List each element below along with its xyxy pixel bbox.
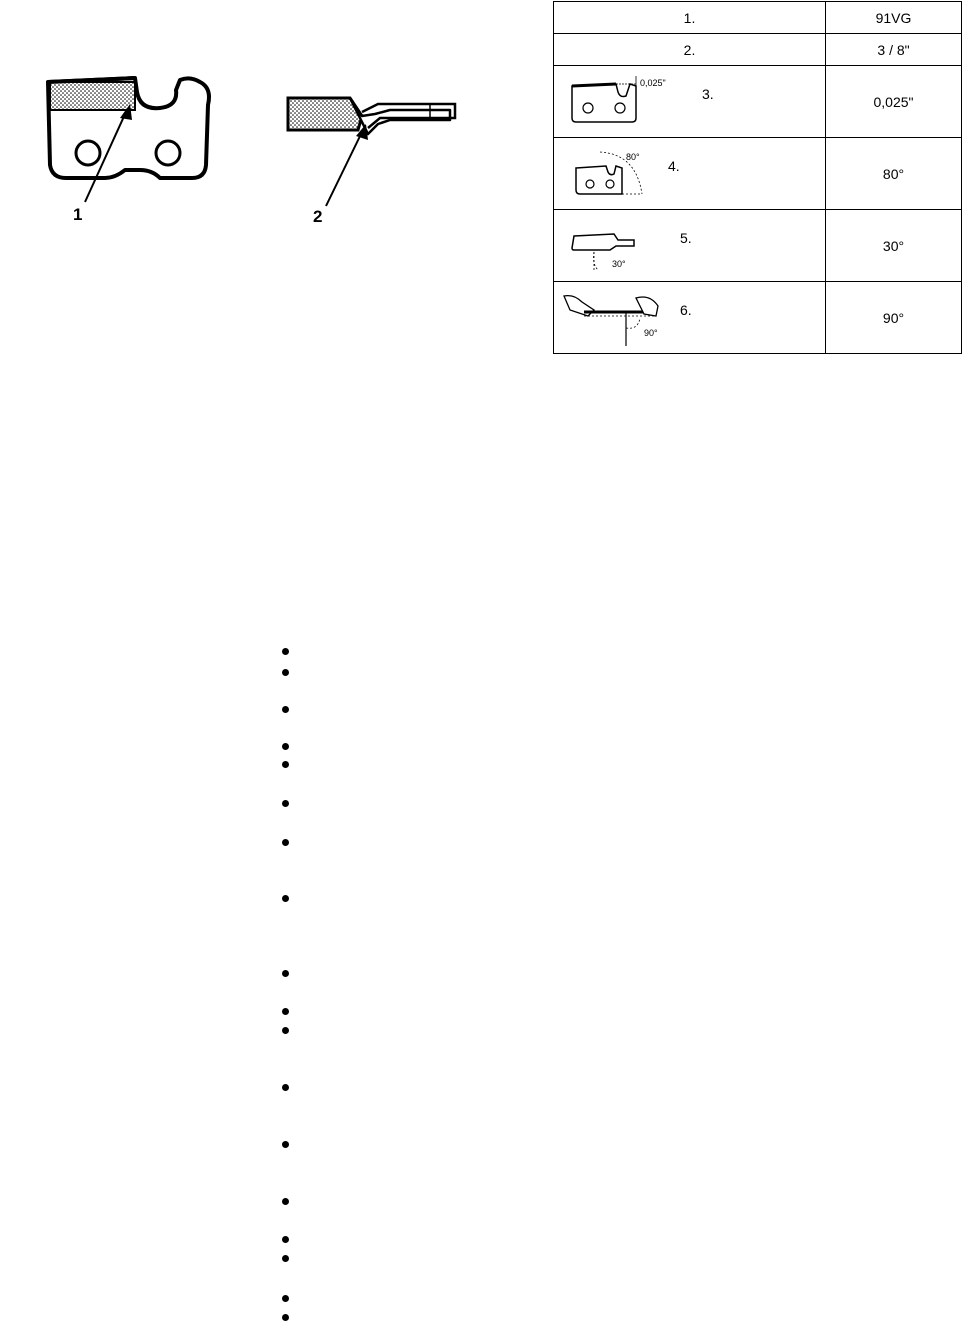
row-label-cell <box>554 138 826 210</box>
row-number: 5. <box>680 230 692 246</box>
bullet-list <box>282 0 322 1324</box>
bullet-marker <box>282 1084 289 1091</box>
side-plate-angle-diagram <box>558 212 658 276</box>
row-number: 6. <box>680 302 692 318</box>
bullet-marker <box>282 970 289 977</box>
row-label-cell <box>554 34 826 66</box>
row-value-cell: 30° <box>826 210 962 282</box>
diagram-label: 90° <box>644 328 658 338</box>
row-label-cell <box>554 282 826 354</box>
bullet-marker <box>282 895 289 902</box>
row-value-cell: 80° <box>826 138 962 210</box>
callout-label-2: 2 <box>313 207 323 226</box>
depth-gauge-diagram <box>558 68 688 128</box>
table-row <box>554 282 962 354</box>
bullet-marker <box>282 1008 289 1015</box>
diagram-label: 30° <box>612 259 626 269</box>
table-row <box>554 210 962 282</box>
callout-arrow-2 <box>320 120 380 210</box>
table-row <box>554 2 962 34</box>
bullet-marker <box>282 1236 289 1243</box>
row-value-cell: 91VG <box>826 2 962 34</box>
row-label-cell <box>554 2 826 34</box>
table-row <box>554 66 962 138</box>
row-number: 3. <box>702 86 714 102</box>
bullet-marker <box>282 743 289 750</box>
bullet-marker <box>282 706 289 713</box>
row-number: 4. <box>668 158 680 174</box>
bullet-marker <box>282 1295 289 1302</box>
table-row <box>554 34 962 66</box>
callout-arrow-1 <box>70 100 150 210</box>
bullet-marker <box>282 669 289 676</box>
row-label-cell <box>554 210 826 282</box>
bullet-marker <box>282 648 289 655</box>
top-plate-angle-diagram <box>558 140 658 204</box>
chain-spec-table <box>553 1 962 354</box>
row-label-cell <box>554 66 826 138</box>
row-value-cell: 0,025" <box>826 66 962 138</box>
row-value-cell: 90° <box>826 282 962 354</box>
callout-label-1: 1 <box>73 205 83 224</box>
file-holding-diagram <box>558 284 668 348</box>
bullet-marker <box>282 1027 289 1034</box>
bullet-marker <box>282 1141 289 1148</box>
row-value-cell: 3 / 8" <box>826 34 962 66</box>
row-number: 1. <box>683 9 696 26</box>
bullet-marker <box>282 1314 289 1321</box>
bullet-marker <box>282 1198 289 1205</box>
diagram-label: 80° <box>626 152 640 162</box>
diagram-label: 0,025" <box>640 78 666 88</box>
table-row <box>554 138 962 210</box>
bullet-marker <box>282 839 289 846</box>
bullet-marker <box>282 800 289 807</box>
bullet-marker <box>282 1255 289 1262</box>
row-number: 2. <box>683 41 696 58</box>
bullet-marker <box>282 761 289 768</box>
